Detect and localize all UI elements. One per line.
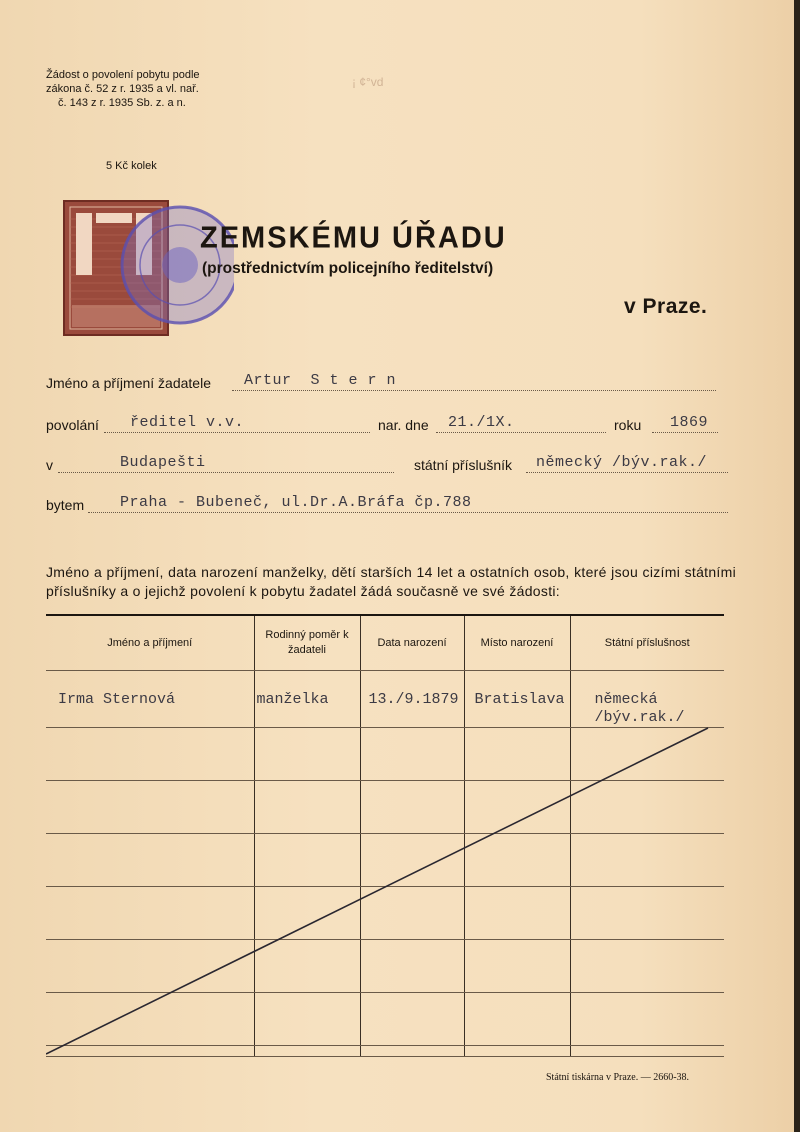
table-row: [46, 671, 724, 728]
table-row: [46, 728, 724, 781]
birth-place-label: v: [46, 457, 53, 473]
occupation-value: ředitel v.v.: [130, 414, 245, 431]
family-member-birth-place: Bratislava: [474, 691, 565, 708]
table-row: [46, 834, 724, 887]
fill-line: [436, 431, 606, 433]
table-row: [46, 781, 724, 834]
fill-line: [232, 389, 716, 391]
table-cell: [46, 671, 254, 728]
table-row: [46, 940, 724, 993]
column-header-name: Jméno a příjmení: [46, 615, 254, 671]
applicant-name-label: Jméno a příjmení žadatele: [46, 375, 211, 391]
birth-year-value: 1869: [670, 414, 709, 431]
table-cell: [360, 671, 464, 728]
table-row: [46, 993, 724, 1046]
birth-year-label: roku: [614, 417, 642, 433]
fill-line: [526, 471, 728, 473]
table-cell: [570, 671, 724, 728]
family-member-birth-date: 13./9.1879: [368, 691, 459, 708]
table-row: [46, 1046, 724, 1057]
legal-reference-line: Žádost o povolení pobytu podle: [46, 69, 200, 81]
birth-date-label: nar. dne: [378, 417, 429, 433]
column-header-relation: Rodinný poměr k žadateli: [254, 615, 360, 671]
citizenship-label: státní příslušník: [414, 457, 513, 473]
fill-line: [104, 431, 370, 433]
occupation-label: povolání: [46, 417, 99, 433]
birth-place-value: Budapešti: [120, 454, 206, 471]
column-header-birth-date: Data narození: [360, 615, 464, 671]
table-cell: [464, 671, 570, 728]
scan-edge: [794, 0, 800, 1132]
family-member-relation: manželka: [256, 691, 329, 708]
family-instructions: Jméno a příjmení, data narození manželky, dětí starších 14 let a ostatních osob, které jsou cizími státními příslušníky a o jejichž povolení k pobytu žadatel žádá současně ve své žádosti:: [46, 564, 736, 599]
family-table: [46, 614, 724, 1054]
legal-reference-line: č. 143 z r. 1935 Sb. z. a n.: [58, 97, 186, 109]
table-cell: [254, 671, 360, 728]
applicant-name-value: Artur S t e r n: [244, 372, 397, 389]
column-header-birth-place: Místo narození: [464, 615, 570, 671]
residence-label: bytem: [46, 497, 85, 513]
printer-imprint: Státní tiskárna v Praze. — 2660-38.: [546, 1072, 690, 1083]
family-member-name: Irma Sternová: [58, 691, 176, 708]
faint-handwritten-mark: ¡ ¢°vd: [352, 75, 384, 89]
residence-value: Praha - Bubeneč, ul.Dr.A.Bráfa čp.788: [120, 494, 472, 511]
birth-date-value: 21./1X.: [448, 414, 515, 431]
legal-reference-line: zákona č. 52 z r. 1935 a vl. nař.: [46, 83, 199, 95]
document-title: ZEMSKÉMU ÚŘADU: [200, 221, 507, 255]
legal-reference: [46, 68, 246, 110]
fill-line: [652, 431, 718, 433]
document-subtitle: (prostřednictvím policejního ředitelství): [202, 260, 494, 277]
fill-line: [88, 511, 728, 513]
document-city: v Praze.: [624, 295, 708, 318]
revenue-stamp-label: 5 Kč kolek: [106, 160, 157, 172]
family-member-citizenship: německá /býv.rak./: [594, 691, 685, 726]
table-row: [46, 887, 724, 940]
citizenship-value: německý /býv.rak./: [536, 454, 708, 471]
column-header-citizenship: Státní příslušnost: [570, 615, 724, 671]
fill-line: [58, 471, 394, 473]
